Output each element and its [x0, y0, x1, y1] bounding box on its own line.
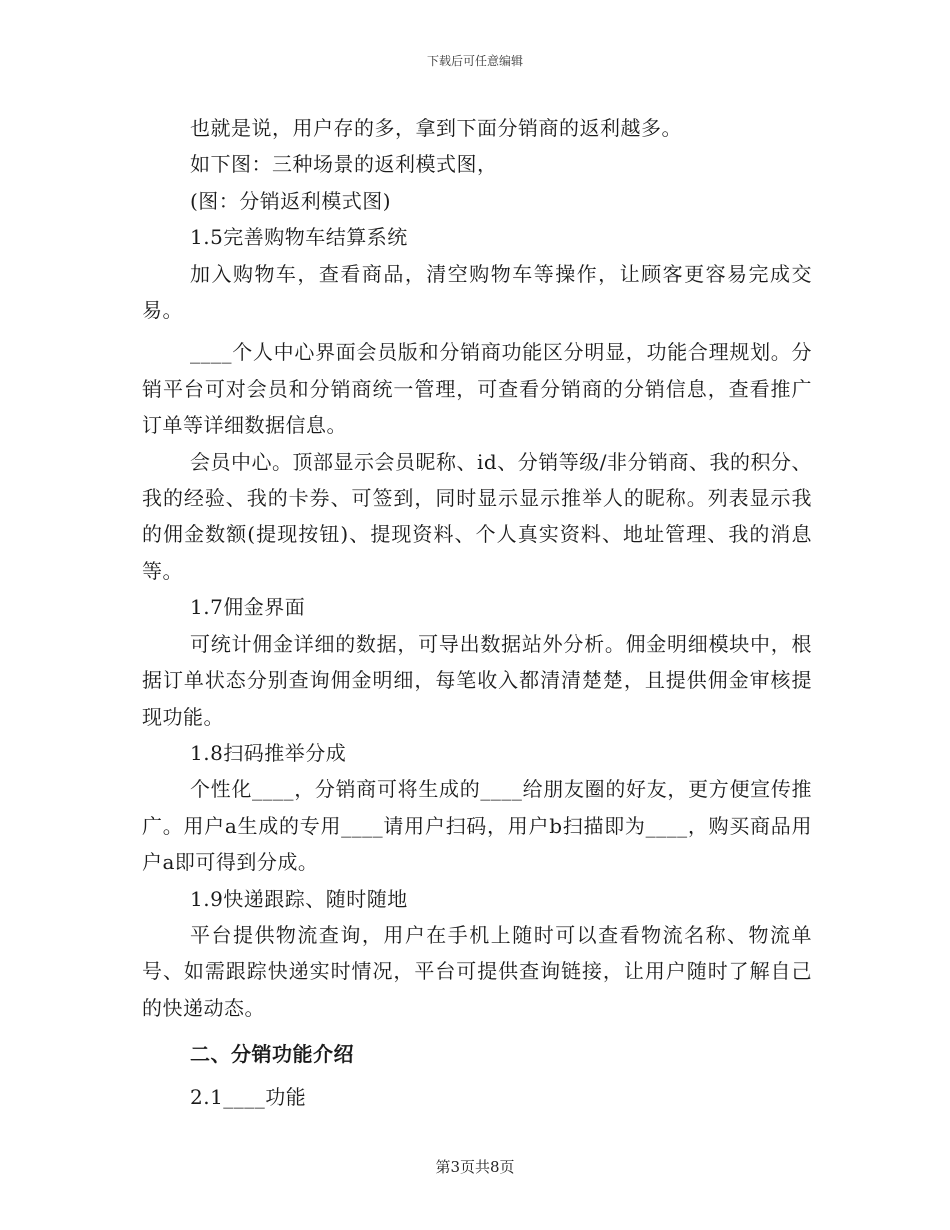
section-heading-2-1: 2.1____功能	[190, 1084, 307, 1109]
paragraph-qr-referral: 个性化____，分销商可将生成的____给朋友圈的好友，更方便宣传推广。用户a生成的专用____请用户扫码，用户b扫描即为____，购买商品用户a即可得到分成。	[142, 777, 812, 875]
section-heading-1-8: 1.8扫码推举分成	[190, 740, 347, 765]
paragraph-personal-center: ____个人中心界面会员版和分销商功能区分明显，功能合理规划。分销平台可对会员和分销商统一管理，可查看分销商的分销信息，查看推广订单等详细数据信息。	[142, 340, 812, 438]
paragraph-rebate-more: 也就是说，用户存的多，拿到下面分销商的返利越多。	[190, 116, 682, 140]
page-header: 下载后可任意编辑	[426, 54, 523, 68]
paragraph-cart: 加入购物车，查看商品，清空购物车等操作，让顾客更容易完成交易。	[142, 261, 812, 323]
figure-caption: (图：分销返利模式图)	[190, 188, 392, 213]
paragraph-figure-intro: 如下图：三种场景的返利模式图，	[190, 152, 498, 177]
document-body	[142, 110, 812, 1115]
page-footer: 第3页共8页	[435, 1158, 515, 1176]
paragraph-commission: 可统计佣金详细的数据，可导出数据站外分析。佣金明细模块中，根据订单状态分别查询佣金明细，每笔收入都清清楚楚，且提供佣金审核提现功能。	[142, 631, 812, 729]
section-heading-1-5: 1.5完善购物车结算系统	[190, 225, 408, 250]
section-heading-1-7: 1.7佣金界面	[190, 595, 306, 620]
paragraph-delivery-tracking: 平台提供物流查询，用户在手机上随时可以查看物流名称、物流单号、如需跟踪快递实时情况，平台可提供查询链接，让用户随时了解自己的快递动态。	[142, 922, 812, 1020]
paragraph-member-center: 会员中心。顶部显示会员昵称、id、分销等级/非分销商、我的积分、我的经验、我的卡券、可签到，同时显示显示推举人的昵称。列表显示我的佣金数额(提现按钮)、提现资料、个人真实资料、地址管理、我的消息等。	[142, 449, 812, 583]
chapter-heading-2: 二、分销功能介绍	[190, 1042, 354, 1067]
section-heading-1-9: 1.9快递跟踪、随时随地	[190, 886, 408, 911]
